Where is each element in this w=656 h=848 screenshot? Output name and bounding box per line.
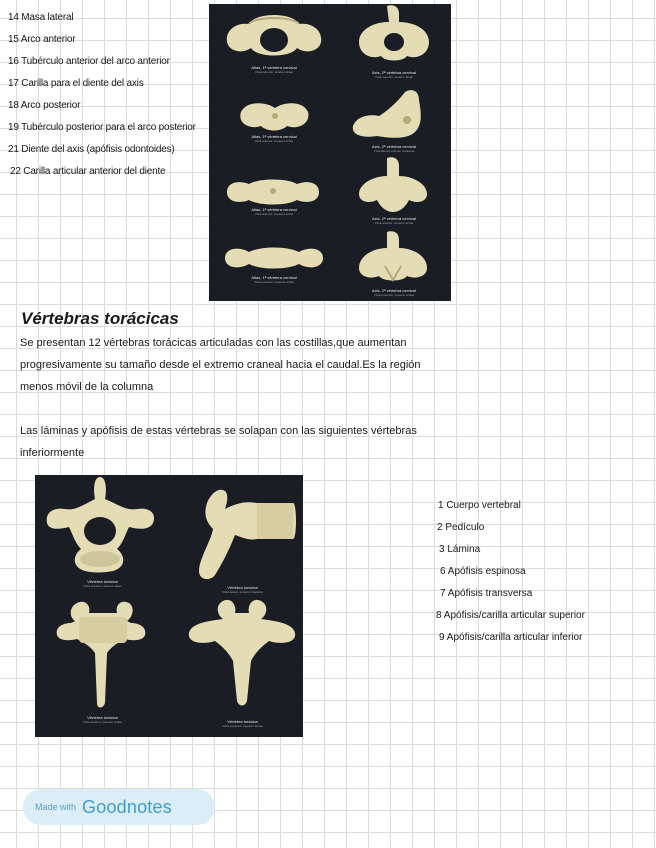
figure-caption-sub: Vista anterior, superior arriba <box>254 139 294 143</box>
badge-made-with-text: Made with <box>35 802 77 812</box>
paragraph-line: menos móvil de la columna <box>20 381 154 393</box>
figure-caption: Axis, 2ª vértebra cervical <box>372 216 416 221</box>
legend-item: 6 Apófisis espinosa <box>440 566 526 577</box>
note-line: 14 Masa lateral <box>8 12 74 23</box>
note-line: 15 Arco anterior <box>8 34 76 45</box>
paragraph-line: progresivamente su tamaño desde el extremo craneal hacia el caudal.Es la región <box>20 359 421 371</box>
legend-item: 1 Cuerpo vertebral <box>438 500 521 511</box>
figure-caption: Vértebra torácica <box>227 719 258 724</box>
note-line: 21 Diente del axis (apófisis odontoides) <box>8 144 175 155</box>
figure-caption: Atlas, 1ª vértebra cervical <box>251 207 297 212</box>
figure-caption: Vértebra torácica <box>227 585 258 590</box>
figure-caption-sub: Vista posterior, superior arriba <box>254 280 294 284</box>
thoracic-posterior-view-image <box>185 597 300 709</box>
note-line: 18 Arco posterior <box>8 100 81 111</box>
figure-caption: Axis, 2ª vértebra cervical <box>372 144 416 149</box>
badge-brand-text: Goodnotes <box>82 796 172 817</box>
figure-caption: Atlas, 1ª vértebra cervical <box>251 275 297 280</box>
paragraph-line: inferiormente <box>20 447 85 459</box>
figure-caption: Axis, 2ª vértebra cervical <box>372 70 416 75</box>
thoracic-lateral-view-image <box>185 479 300 584</box>
figure-caption-sub: Vista superior, anterior abajo <box>374 75 414 79</box>
figure-caption: Vértebra torácica <box>87 715 118 720</box>
axis-posterior-view-image <box>355 230 431 286</box>
made-with-goodnotes-badge[interactable] <box>23 789 215 825</box>
section-title: Vértebras torácicas <box>21 309 179 328</box>
axis-superior-view-image <box>349 4 439 64</box>
legend-item: 9 Apófisis/carilla articular inferior <box>439 632 583 643</box>
section-paragraph <box>20 332 490 398</box>
note-line: 16 Tubérculo anterior del arco anterior <box>8 56 170 67</box>
figure-caption-sub: Vista posterior, superior arriba <box>222 724 263 728</box>
figure-caption-sub: Vista superior, anterior abajo <box>254 70 294 74</box>
legend-item: 8 Apófisis/carilla articular superior <box>436 610 585 621</box>
atlas-anterior-view-image <box>237 96 312 136</box>
note-line: 17 Carilla para el diente del axis <box>8 78 144 89</box>
thoracic-vertebra-figure <box>35 475 303 737</box>
thoracic-anterior-view-image <box>47 597 159 709</box>
atlas-posterior-view-image <box>221 240 327 274</box>
note-line: 22 Carilla articular anterior del diente <box>10 166 166 177</box>
figure-caption: Atlas, 1ª vértebra cervical <box>251 65 297 70</box>
atlas-axis-figure <box>209 4 451 301</box>
figure-caption: Vértebra torácica <box>87 579 118 584</box>
figure-caption-sub: Vista anterior, superior arriba <box>374 221 414 225</box>
figure-caption-sub: Vista posterior, superior arriba <box>374 293 414 297</box>
atlas-anterior-view-image-2 <box>223 174 323 208</box>
figure-caption-sub: Vista lateral, anterior izquierda <box>373 149 415 153</box>
legend-item: 2 Pedículo <box>437 522 485 533</box>
paragraph-line: Se presentan 12 vértebras torácicas articuladas con las costillas,que aumentan <box>20 337 407 349</box>
note-line: 19 Tubérculo posterior para el arco posterior <box>8 122 196 133</box>
figure-caption: Atlas, 1ª vértebra cervical <box>251 134 297 139</box>
figure-caption-sub: Vista lateral, anterior izquierda <box>222 590 263 594</box>
figure-caption: Axis, 2ª vértebra cervical <box>372 288 416 293</box>
figure-caption-sub: Vista anterior, superior arriba <box>254 212 294 216</box>
axis-anterior-view-image <box>355 156 431 214</box>
legend-item: 3 Lámina <box>439 544 481 555</box>
atlas-superior-view-image <box>219 8 329 63</box>
thoracic-superior-view-image <box>45 475 160 575</box>
figure-caption-sub: Vista superior, anterior abajo <box>83 584 122 588</box>
section-paragraph-2 <box>20 420 490 464</box>
legend-item: 7 Apófisis transversa <box>440 588 533 599</box>
figure-caption-sub: Vista anterior, superior arriba <box>83 720 122 724</box>
axis-lateral-view-image <box>349 86 429 141</box>
paragraph-line: Las láminas y apófisis de estas vértebras se solapan con las siguientes vértebras <box>20 425 417 437</box>
